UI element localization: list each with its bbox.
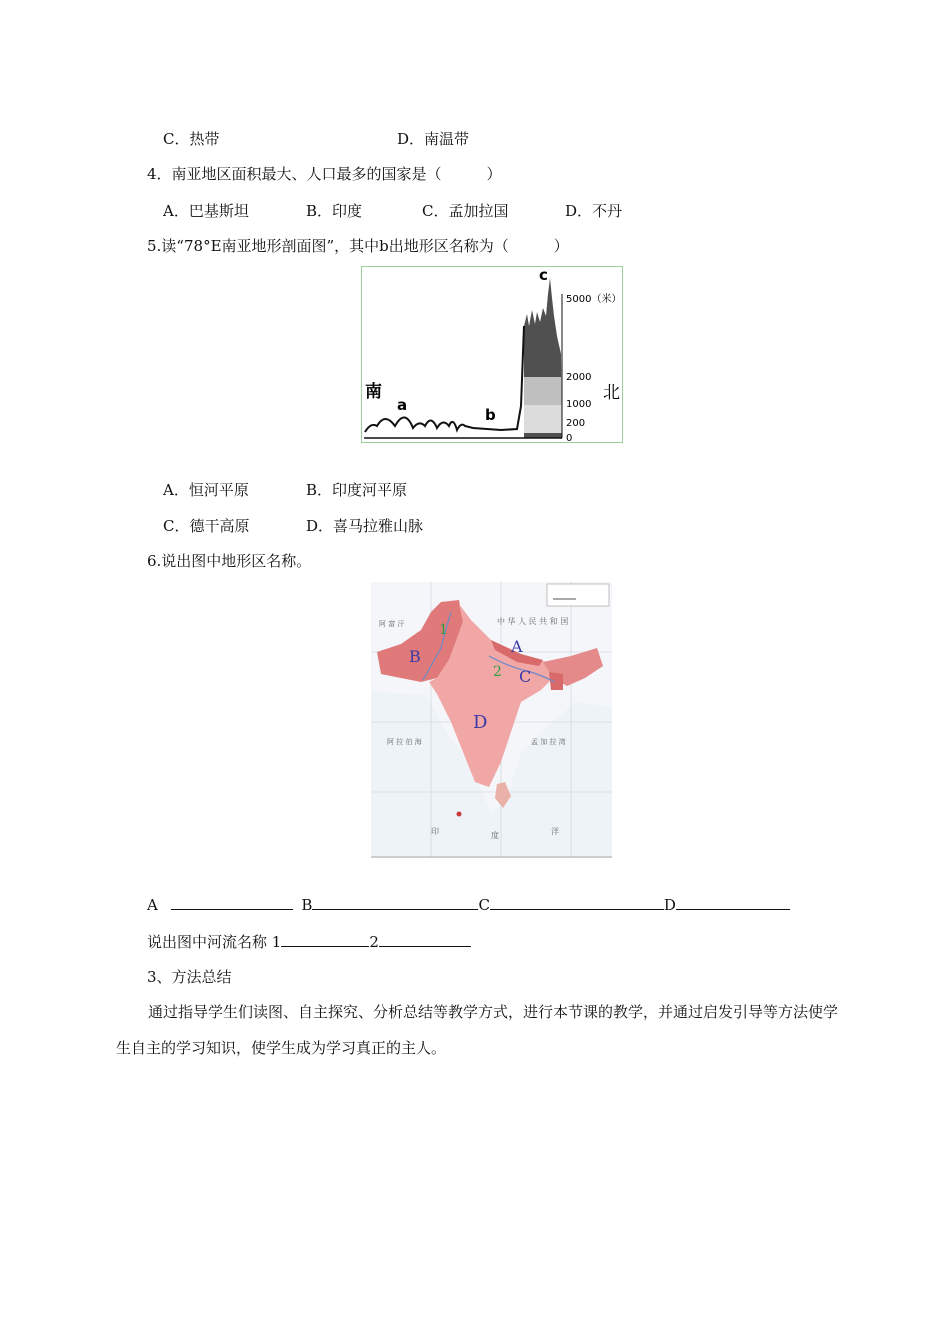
map-label-C: C: [519, 667, 532, 686]
map-label-1: 1: [439, 622, 448, 638]
profile-alt-5000: 5000（米）: [566, 294, 622, 305]
map-ocean-3: 洋: [551, 827, 559, 836]
river-blank-2: [379, 932, 471, 947]
blank-d: [676, 895, 790, 910]
map-label-B: B: [409, 647, 421, 666]
q5-option-b: B．印度河平原: [306, 481, 408, 499]
map-label-A: A: [511, 637, 523, 656]
map-arabian-sea: 阿 拉 伯 海: [387, 738, 422, 746]
profile-alt-2000: 2000: [566, 372, 592, 383]
q3-option-c: C．热带: [163, 130, 220, 148]
profile-alt-200: 200: [566, 418, 586, 429]
q4-option-a: A．巴基斯坦: [163, 202, 249, 220]
q4-option-b: B．印度: [306, 202, 363, 220]
q4-option-d: D．不丹: [565, 202, 623, 220]
blank-b-label: B: [301, 896, 313, 914]
q6-question: 6.说出图中地形区名称。: [147, 552, 312, 570]
profile-alt-1000: 1000: [566, 399, 592, 410]
south-asia-map: [371, 582, 612, 858]
river-prompt: 说出图中河流名称 1: [147, 933, 282, 951]
profile-alt-0: 0: [566, 433, 573, 443]
profile-north-label: 北: [603, 383, 620, 403]
profile-label-c: c: [539, 266, 548, 284]
river-blank-1: [281, 932, 369, 947]
blank-c-label: C: [478, 896, 490, 914]
map-label-D: D: [473, 712, 488, 733]
profile-label-b: b: [485, 406, 496, 424]
q6-river-row: [147, 931, 471, 952]
map-china: 中 华 人 民 共 和 国: [497, 617, 569, 626]
blank-c: [490, 895, 664, 910]
terrain-profile-figure: [361, 266, 623, 443]
profile-label-a: a: [397, 396, 408, 414]
summary-heading: 3、方法总结: [147, 968, 232, 986]
q5-question: 5.读“78°E南亚地形剖面图”，其中b出地形区名称为（ ）: [147, 237, 569, 255]
blank-d-label: D: [663, 896, 676, 914]
profile-south-label: 南: [365, 382, 382, 402]
map-label-2: 2: [493, 664, 502, 680]
summary-text: 通过指导学生们读图、自主探究、分析总结等教学方式，进行本节课的教学，并通过启发引导等方法使学生自主的学习知识，使学生成为学习真正的主人。: [116, 1003, 839, 1057]
q4-question: 4．南亚地区面积最大、人口最多的国家是（ ）: [147, 165, 502, 183]
blank-b: [312, 895, 478, 910]
q5-option-d: D．喜马拉雅山脉: [306, 517, 424, 535]
q5-option-a: A．恒河平原: [163, 481, 249, 499]
q4-option-c: C．孟加拉国: [422, 202, 509, 220]
q3-option-d: D．南温带: [397, 130, 470, 148]
map-ocean-1: 印: [431, 827, 439, 836]
q6-blanks-row: [147, 895, 790, 914]
map-bay-of-bengal: 孟 加 拉 湾: [531, 738, 566, 746]
q5-option-c: C．德干高原: [163, 517, 250, 535]
map-afghan: 阿 富 汗: [379, 620, 405, 628]
map-ocean-2: 度: [491, 831, 499, 840]
blank-a: [171, 895, 293, 910]
blank-a-label: A: [147, 896, 158, 914]
river-2-label: 2: [369, 933, 379, 951]
